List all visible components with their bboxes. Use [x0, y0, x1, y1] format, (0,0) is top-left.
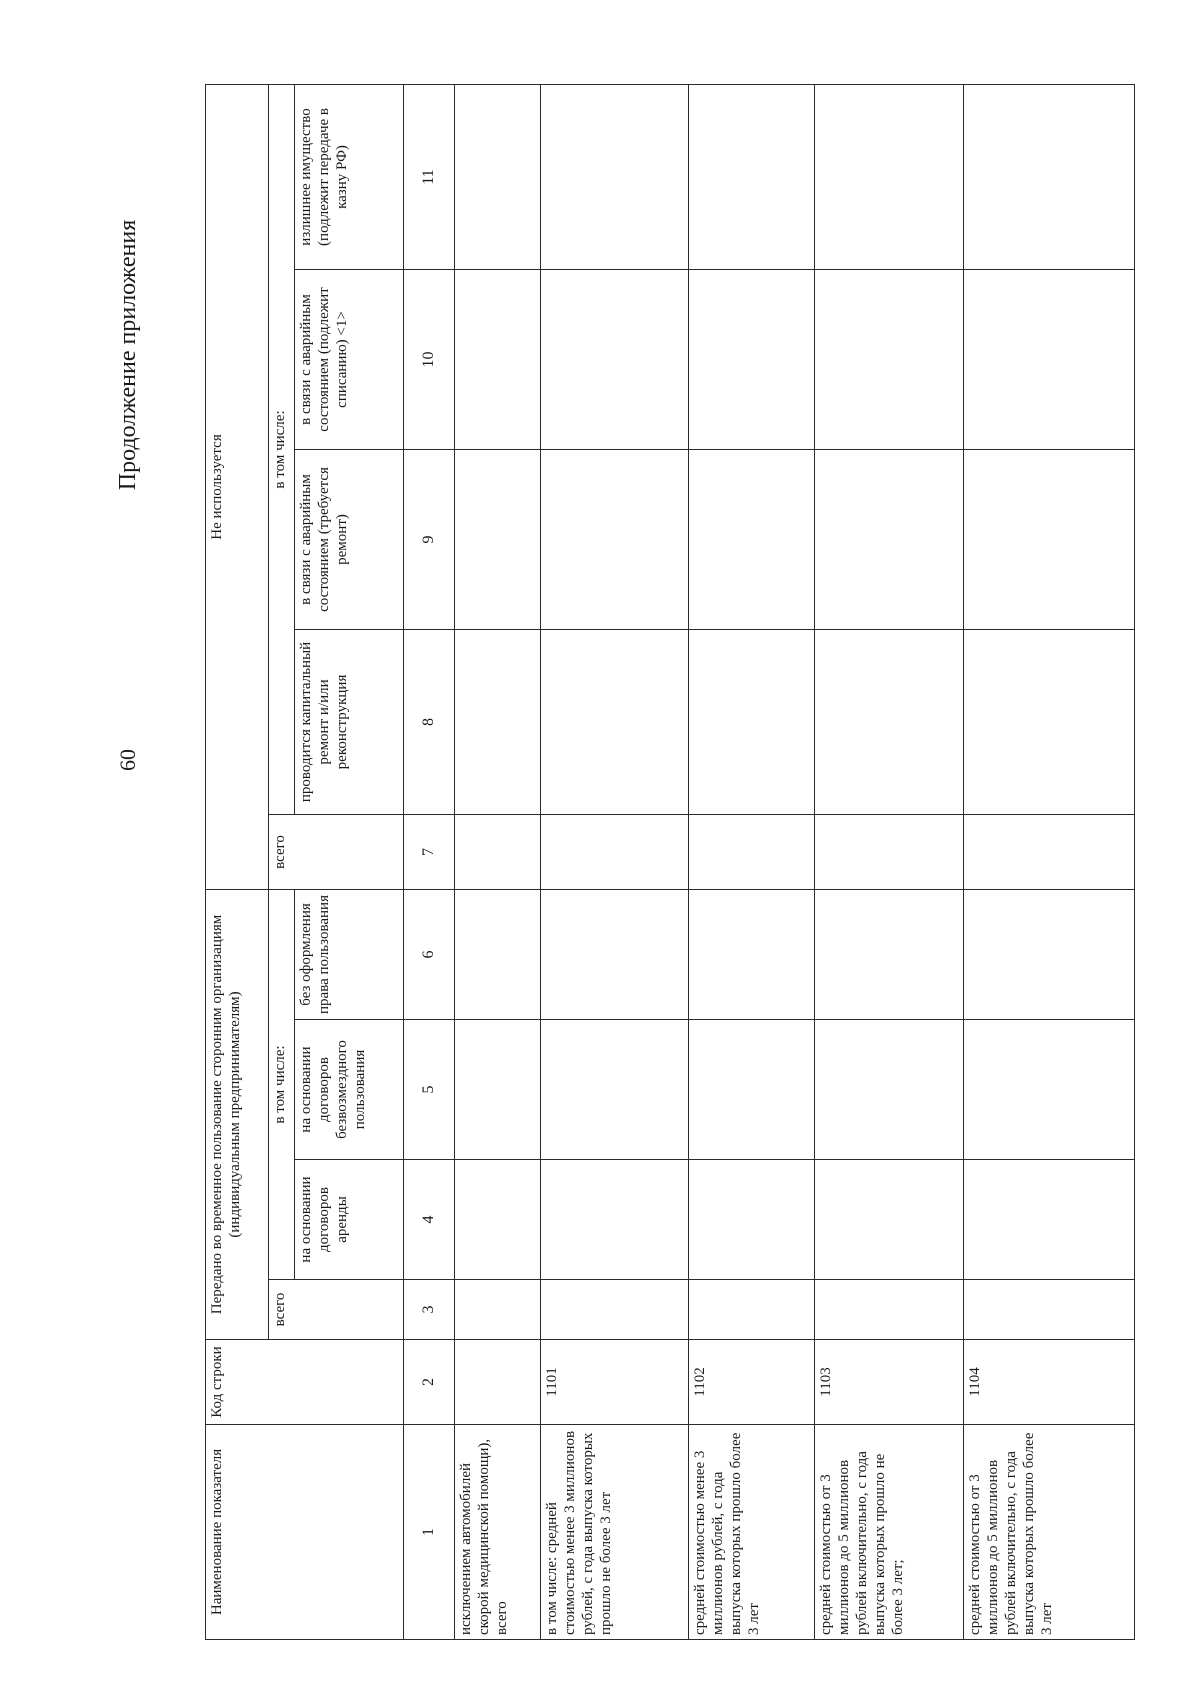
value-cell[interactable]	[540, 269, 689, 449]
column-number: 9	[403, 449, 454, 629]
value-cell[interactable]	[455, 84, 541, 269]
value-cell[interactable]	[455, 889, 541, 1019]
report-table	[205, 84, 1135, 1640]
column-number: 5	[403, 1020, 454, 1160]
col-header-surplus: излишнее имущество (подлежит передаче в казну РФ)	[295, 84, 404, 269]
value-cell[interactable]	[963, 269, 1134, 449]
value-cell[interactable]	[963, 1280, 1134, 1340]
table-row	[963, 84, 1134, 1639]
value-cell[interactable]	[540, 449, 689, 629]
value-cell[interactable]	[815, 1160, 964, 1280]
value-cell[interactable]	[540, 84, 689, 269]
value-cell[interactable]	[815, 814, 964, 889]
value-cell[interactable]	[689, 269, 815, 449]
value-cell[interactable]	[963, 1160, 1134, 1280]
col-header-capital-repair: проводится капитальный ремонт и/или реконструкция	[295, 629, 404, 814]
value-cell[interactable]	[963, 1020, 1134, 1160]
value-cell[interactable]	[963, 889, 1134, 1019]
value-cell[interactable]	[815, 1280, 964, 1340]
col-header-not-used-total: всего	[268, 814, 403, 889]
value-cell[interactable]	[455, 269, 541, 449]
value-cell[interactable]	[689, 1160, 815, 1280]
col-header-transferred-including: в том числе:	[268, 889, 294, 1279]
col-header-transferred-total: всего	[268, 1280, 403, 1340]
value-cell[interactable]	[815, 449, 964, 629]
row-name: средней стоимостью менее 3 миллионов рублей, с года выпуска которых прошло более 3 лет	[689, 1425, 815, 1640]
column-number: 6	[403, 889, 454, 1019]
column-number: 8	[403, 629, 454, 814]
value-cell[interactable]	[455, 1160, 541, 1280]
value-cell[interactable]	[455, 629, 541, 814]
value-cell[interactable]	[540, 1020, 689, 1160]
value-cell[interactable]	[963, 84, 1134, 269]
value-cell[interactable]	[963, 814, 1134, 889]
table-row	[815, 84, 964, 1639]
table-row	[540, 84, 689, 1639]
value-cell[interactable]	[540, 1160, 689, 1280]
row-code: 1102	[689, 1340, 815, 1425]
table-row	[689, 84, 815, 1639]
value-cell[interactable]	[689, 449, 815, 629]
col-header-free-use: на основании договоров безвозмездного пользования	[295, 1020, 404, 1160]
column-number: 4	[403, 1160, 454, 1280]
row-name: в том числе: средней стоимостью менее 3 миллионов рублей, с года выпуска которых прошло не более 3 лет	[540, 1425, 689, 1640]
col-header-lease: на основании договоров аренды	[295, 1160, 404, 1280]
col-header-emergency-writeoff: в связи с аварийным состоянием (подлежит списанию) <1>	[295, 269, 404, 449]
col-header-not-used: Не используется	[206, 84, 269, 889]
value-cell[interactable]	[455, 1020, 541, 1160]
col-header-emergency-repair: в связи с аварийным состоянием (требуется ремонт)	[295, 449, 404, 629]
column-number: 2	[403, 1340, 454, 1425]
value-cell[interactable]	[455, 814, 541, 889]
value-cell[interactable]	[815, 629, 964, 814]
table-row	[455, 84, 541, 1639]
value-cell[interactable]	[455, 1280, 541, 1340]
row-code	[455, 1340, 541, 1425]
value-cell[interactable]	[963, 629, 1134, 814]
value-cell[interactable]	[815, 84, 964, 269]
page-number: 60	[115, 749, 140, 771]
value-cell[interactable]	[963, 449, 1134, 629]
value-cell[interactable]	[689, 629, 815, 814]
row-name: средней стоимостью от 3 миллионов до 5 миллионов рублей включительно, с года выпуска которых прошло не более 3 лет;	[815, 1425, 964, 1640]
column-number: 1	[403, 1425, 454, 1640]
value-cell[interactable]	[815, 1020, 964, 1160]
value-cell[interactable]	[540, 1280, 689, 1340]
value-cell[interactable]	[689, 814, 815, 889]
column-number: 7	[403, 814, 454, 889]
value-cell[interactable]	[540, 814, 689, 889]
value-cell[interactable]	[540, 889, 689, 1019]
value-cell[interactable]	[689, 1020, 815, 1160]
value-cell[interactable]	[689, 889, 815, 1019]
value-cell[interactable]	[689, 84, 815, 269]
value-cell[interactable]	[540, 629, 689, 814]
rotated-page	[35, 70, 1165, 1670]
row-name: средней стоимостью от 3 миллионов до 5 миллионов рублей включительно, с года выпуска которых прошло более 3 лет	[963, 1425, 1134, 1640]
column-number-row	[403, 84, 454, 1639]
column-number: 11	[403, 84, 454, 269]
row-code: 1103	[815, 1340, 964, 1425]
row-code: 1101	[540, 1340, 689, 1425]
value-cell[interactable]	[815, 889, 964, 1019]
col-header-not-used-including: в том числе:	[268, 84, 294, 814]
column-number: 3	[403, 1280, 454, 1340]
value-cell[interactable]	[815, 269, 964, 449]
col-header-name: Наименование показателя	[206, 1425, 404, 1640]
col-header-code: Код строки	[206, 1340, 404, 1425]
col-header-no-right: без оформления права пользования	[295, 889, 404, 1019]
col-header-transferred: Передано во временное пользование сторонним организациям (индивидуальным предпринимателям)	[206, 889, 269, 1339]
page-subtitle: Продолжение приложения	[115, 219, 141, 491]
value-cell[interactable]	[689, 1280, 815, 1340]
row-code: 1104	[963, 1340, 1134, 1425]
value-cell[interactable]	[455, 449, 541, 629]
column-number: 10	[403, 269, 454, 449]
row-name: исключением автомобилей скорой медицинской помощи), всего	[455, 1425, 541, 1640]
